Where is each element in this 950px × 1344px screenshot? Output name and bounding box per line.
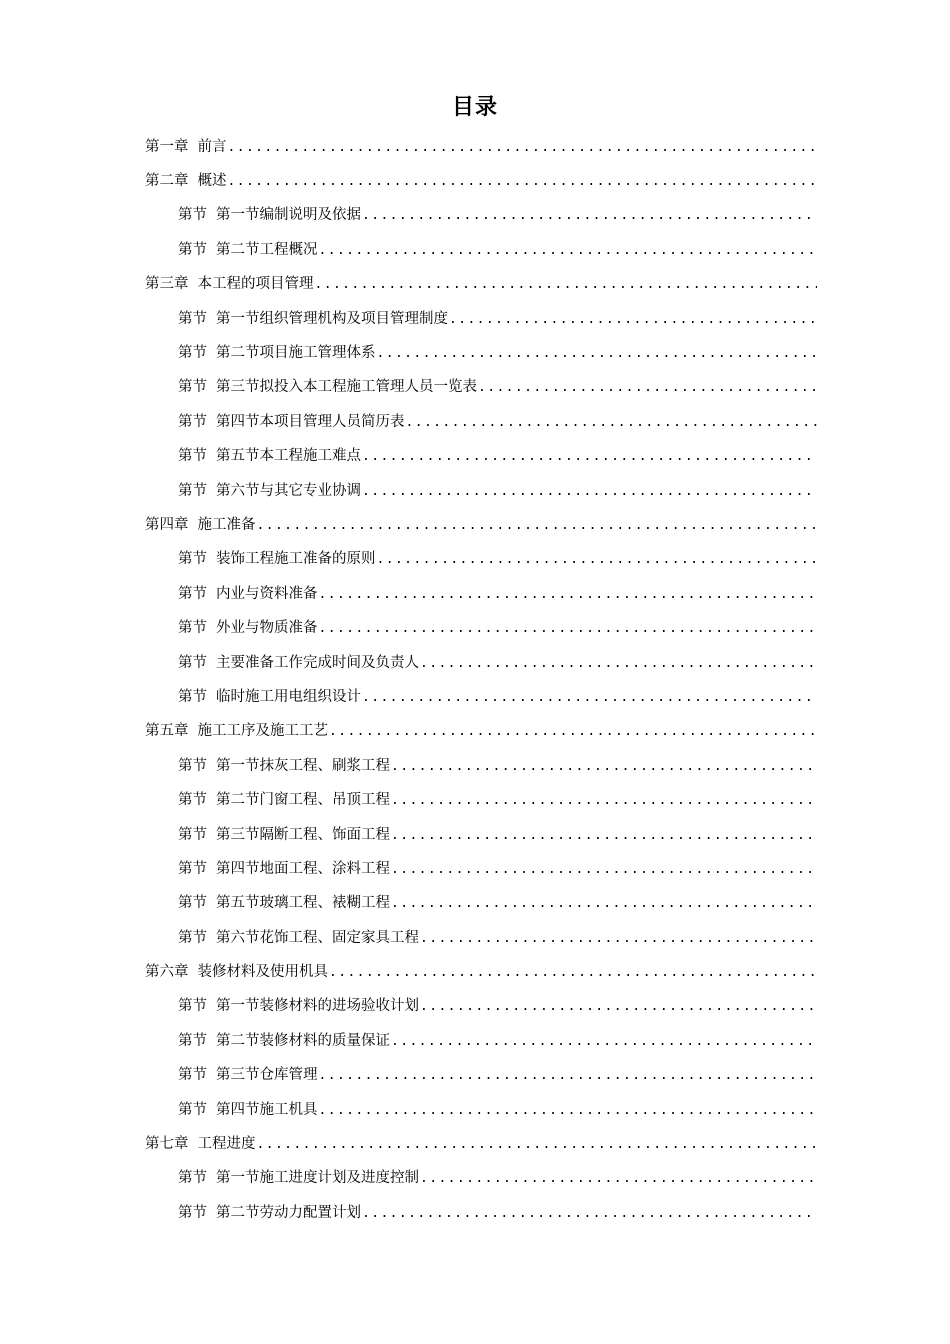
toc-section-entry[interactable] [145,609,817,643]
toc-entry-title: 第六节与其它专业协调 [216,482,361,499]
toc-entry-prefix: 第节 [178,585,207,602]
toc-entry-prefix: 第节 [178,1101,207,1118]
toc-section-entry[interactable] [145,850,817,884]
page-title: 目录 [451,95,498,120]
toc-entry-prefix: 第节 [178,482,207,499]
toc-entry-prefix: 第四章 [145,516,189,533]
toc-entry-title: 概述 [197,173,227,190]
toc-section-entry[interactable] [145,1091,817,1125]
toc-entry-prefix: 第节 [178,448,207,465]
toc-entry-title: 装饰工程施工准备的原则 [216,551,376,568]
toc-entry-title: 第二节项目施工管理体系 [216,345,376,362]
toc-entry-prefix: 第节 [178,345,207,362]
toc-entry-title: 第三节仓库管理 [216,1067,318,1084]
toc-entry-prefix: 第节 [178,551,207,568]
toc-chapter-entry[interactable] [145,953,817,987]
toc-entry-prefix: 第节 [178,310,207,327]
toc-entry-title: 第五节玻璃工程、裱糊工程 [216,895,390,912]
toc-entry-prefix: 第节 [178,413,207,430]
toc-entry-prefix: 第节 [178,620,207,637]
toc-chapter-entry[interactable] [145,1125,817,1159]
dot-leader [319,243,818,258]
toc-section-entry[interactable] [145,747,817,781]
dot-leader [329,965,817,980]
toc-entry-prefix: 第节 [178,860,207,877]
toc-entry-title: 临时施工用电组织设计 [216,688,361,705]
dot-leader [319,587,818,602]
toc-entry-prefix: 第七章 [145,1136,189,1153]
dot-leader [257,1137,818,1152]
toc-entry-title: 第二节装修材料的质量保证 [216,1032,390,1049]
toc-entry-prefix: 第节 [178,1067,207,1084]
toc-section-entry[interactable] [145,403,817,437]
toc-entry-title: 第二节劳动力配置计划 [216,1204,361,1221]
toc-section-entry[interactable] [145,472,817,506]
dot-leader [478,380,817,395]
toc-entry-title: 第二节工程概况 [216,241,318,258]
toc-section-entry[interactable] [145,988,817,1022]
toc-entry-title: 第一节装修材料的进场验收计划 [216,998,419,1015]
dot-leader [362,1206,817,1221]
toc-chapter-entry[interactable] [145,128,817,162]
toc-section-entry[interactable] [145,334,817,368]
toc-entry-title: 主要准备工作完成时间及负责人 [216,654,419,671]
toc-section-entry[interactable] [145,1057,817,1091]
toc-section-entry[interactable] [145,541,817,575]
toc-entry-prefix: 第节 [178,757,207,774]
toc-section-entry[interactable] [145,919,817,953]
toc-entry-title: 第六节花饰工程、固定家具工程 [216,929,419,946]
dot-leader [420,931,817,946]
toc-entry-title: 第三节拟投入本工程施工管理人员一览表 [216,379,477,396]
toc-entry-prefix: 第节 [178,654,207,671]
dot-leader [391,862,817,877]
toc-section-entry[interactable] [145,1022,817,1056]
toc-entry-prefix: 第节 [178,1032,207,1049]
toc-section-entry[interactable] [145,1194,817,1228]
toc-section-entry[interactable] [145,369,817,403]
toc-entry-prefix: 第六章 [145,964,189,981]
dot-leader [377,552,818,567]
toc-entry-prefix: 第节 [178,998,207,1015]
dot-leader [329,724,817,739]
toc-entry-prefix: 第节 [178,826,207,843]
dot-leader [228,174,818,189]
toc-entry-prefix: 第节 [178,1204,207,1221]
toc-entry-prefix: 第节 [178,1170,207,1187]
toc-entry-title: 工程进度 [197,1136,256,1153]
toc-entry-prefix: 第三章 [145,276,189,293]
dot-leader [391,759,817,774]
toc-entry-prefix: 第节 [178,895,207,912]
toc-section-entry[interactable] [145,678,817,712]
dot-leader [362,484,817,499]
dot-leader [228,140,818,155]
dot-leader [391,1034,817,1049]
toc-entry-prefix: 第五章 [145,723,189,740]
toc-entry-title: 第一节组织管理机构及项目管理制度 [216,310,448,327]
toc-entry-title: 第一节编制说明及依据 [216,207,361,224]
toc-entry-prefix: 第一章 [145,138,189,155]
toc-chapter-entry[interactable] [145,713,817,747]
toc-entry-title: 第四节地面工程、涂料工程 [216,860,390,877]
dot-leader [420,1171,817,1186]
dot-leader [377,346,818,361]
dot-leader [420,656,817,671]
toc-entry-prefix: 第节 [178,379,207,396]
toc-entry-title: 内业与资料准备 [216,585,318,602]
toc-entry-title: 装修材料及使用机具 [197,964,328,981]
toc-entry-title: 第一节抹灰工程、刷浆工程 [216,757,390,774]
dot-leader [391,896,817,911]
toc-section-entry[interactable] [145,197,817,231]
dot-leader [319,621,818,636]
dot-leader [319,1103,818,1118]
dot-leader [319,1068,818,1083]
toc-section-entry[interactable] [145,300,817,334]
toc-section-entry[interactable] [145,575,817,609]
toc-entry-title: 施工准备 [197,516,256,533]
toc-entry-title: 第四节本项目管理人员简历表 [216,413,405,430]
toc-chapter-entry[interactable] [145,266,817,300]
toc-entry-title: 第五节本工程施工难点 [216,448,361,465]
dot-leader [449,312,817,327]
toc-entry-prefix: 第节 [178,241,207,258]
toc-entry-prefix: 第节 [178,792,207,809]
toc-chapter-entry[interactable] [145,162,817,196]
toc-entry-title: 第三节隔断工程、饰面工程 [216,826,390,843]
dot-leader [257,518,818,533]
toc-section-entry[interactable] [145,231,817,265]
toc-entry-title: 施工工序及施工工艺 [197,723,328,740]
dot-leader [362,690,817,705]
toc-entry-title: 前言 [197,138,227,155]
toc-section-entry[interactable] [145,781,817,815]
toc-entry-title: 第一节施工进度计划及进度控制 [216,1170,419,1187]
toc-section-entry[interactable] [145,885,817,919]
table-of-contents [145,128,817,1229]
toc-section-entry[interactable] [145,644,817,678]
dot-leader [362,208,817,223]
toc-entry-prefix: 第二章 [145,173,189,190]
dot-leader [391,828,817,843]
toc-entry-prefix: 第节 [178,207,207,224]
toc-chapter-entry[interactable] [145,506,817,540]
dot-leader [391,793,817,808]
dot-leader [362,449,817,464]
toc-entry-prefix: 第节 [178,929,207,946]
dot-leader [406,415,818,430]
toc-entry-prefix: 第节 [178,688,207,705]
toc-section-entry[interactable] [145,816,817,850]
toc-section-entry[interactable] [145,438,817,472]
toc-entry-title: 第二节门窗工程、吊顶工程 [216,792,390,809]
dot-leader [420,999,817,1014]
toc-entry-title: 外业与物质准备 [216,620,318,637]
toc-entry-title: 本工程的项目管理 [197,276,314,293]
toc-entry-title: 第四节施工机具 [216,1101,318,1118]
dot-leader [315,277,818,292]
toc-section-entry[interactable] [145,1160,817,1194]
